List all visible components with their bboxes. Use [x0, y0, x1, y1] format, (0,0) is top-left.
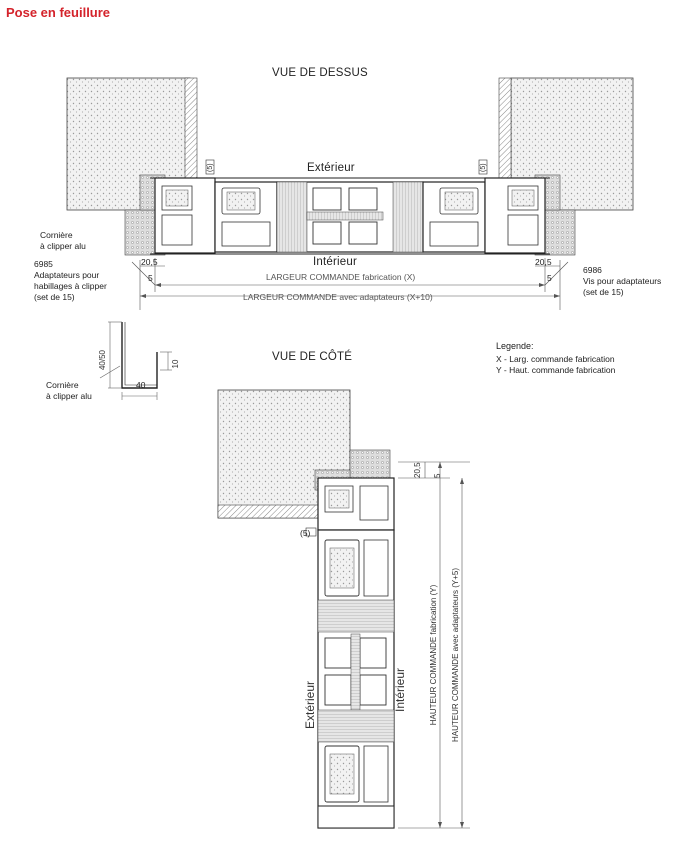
top-dim-gap-right: 5	[547, 273, 552, 283]
corniere-callout-line1: Cornière	[40, 230, 73, 240]
top-dim-left: 20,5	[141, 257, 158, 267]
top-dim-gap-left: 5	[148, 273, 153, 283]
side-dim-top: 20,5	[413, 462, 422, 478]
top-small-left: (5)	[207, 163, 214, 172]
width-fab-label: LARGEUR COMMANDE fabrication (X)	[266, 272, 416, 282]
top-interior-label: Intérieur	[313, 256, 357, 268]
top-dim-right: 20,5	[535, 257, 552, 267]
angle-dim-thick: 10	[171, 359, 180, 369]
width-adapt-label: LARGEUR COMMANDE avec adaptateurs (X+10)	[243, 292, 433, 302]
side-interior-label: Intérieur	[393, 667, 407, 713]
left-wall-inner	[185, 78, 197, 178]
legend-item-y: Y - Haut. commande fabrication	[496, 365, 616, 375]
top-view-title: VUE DE DESSUS	[272, 67, 368, 79]
side-view-title: VUE DE CÔTÉ	[272, 351, 353, 363]
angle-label-1: Cornière	[46, 380, 79, 390]
adapt-text-3: (set de 15)	[34, 292, 75, 302]
side-exterior-label: Extérieur	[303, 680, 317, 730]
adapt-text-1: Adaptateurs pour	[34, 270, 100, 280]
vis-text-1: Vis pour adaptateurs	[583, 276, 662, 286]
legend-title: Legende:	[496, 341, 534, 351]
vis-text-2: (set de 15)	[583, 287, 624, 297]
side-dim-gap: 5	[433, 473, 442, 478]
angle-label-2: à clipper alu	[46, 391, 92, 401]
vis-code: 6986	[583, 265, 602, 275]
corniere-callout-line2: à clipper alu	[40, 241, 86, 251]
page-title: Pose en feuillure	[6, 5, 111, 20]
side-dim-small: (5)	[300, 528, 311, 538]
height-fab-label: HAUTEUR COMMANDE fabrication (Y)	[429, 584, 438, 726]
height-adapt-label: HAUTEUR COMMANDE avec adaptateurs (Y+5)	[451, 567, 460, 743]
top-exterior-label: Extérieur	[307, 162, 355, 174]
angle-dim-height: 40/50	[98, 349, 107, 371]
top-small-right: (5)	[480, 163, 487, 172]
right-wall-inner	[499, 78, 511, 178]
angle-dim-width: 40	[136, 380, 146, 390]
adapt-code: 6985	[34, 259, 53, 269]
adapt-text-2: habillages à clipper	[34, 281, 107, 291]
legend-item-x: X - Larg. commande fabrication	[496, 354, 615, 364]
